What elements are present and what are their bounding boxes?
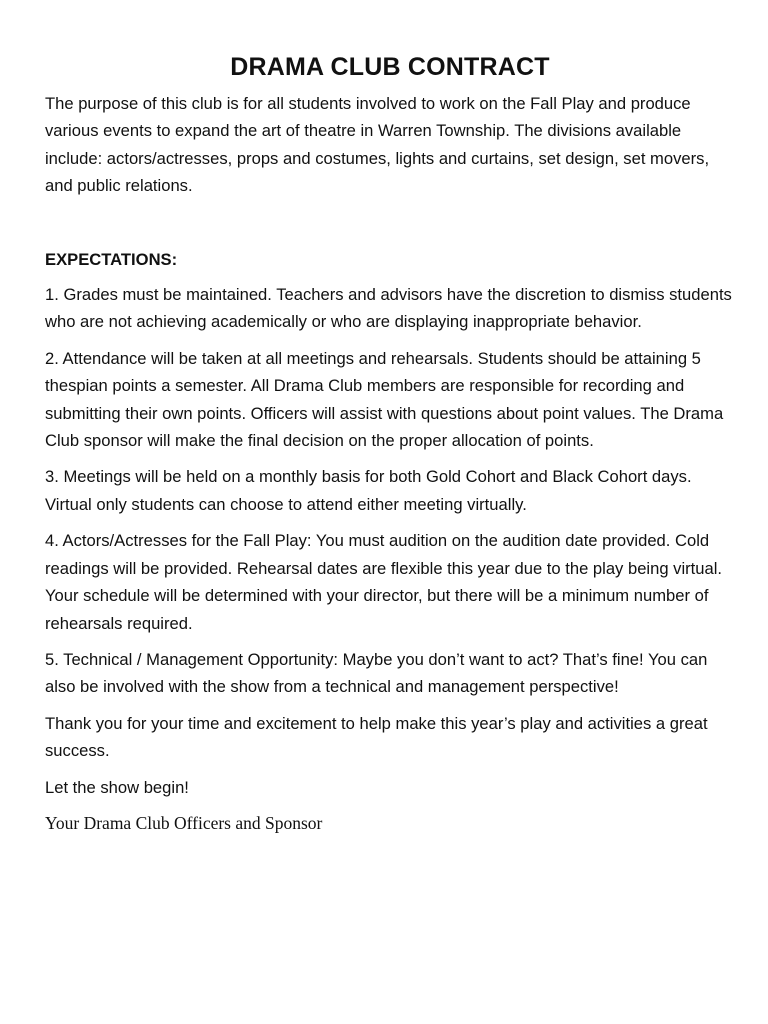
- expectation-item-grades: 1. Grades must be maintained. Teachers and advisors have the discretion to dismiss students who are not achieving academically or who are displaying inappropriate behavior.: [45, 285, 732, 332]
- closing-line: Let the show begin!: [45, 777, 189, 797]
- expectation-item-meetings: 3. Meetings will be held on a monthly basis for both Gold Cohort and Black Cohort days. Virtual only students can choose to attend either meeting virtually.: [45, 467, 692, 514]
- expectation-item-auditions: 4. Actors/Actresses for the Fall Play: You must audition on the audition date provided. Cold readings will be provided. Rehearsal dates are flexible this year due to the play being virtual. Your schedule will be determined with your director, but there will be a minimum number of rehearsals required.: [45, 531, 723, 633]
- intro-paragraph: The purpose of this club is for all students involved to work on the Fall Play and produce various events to expand the art of theatre in Warren Township. The divisions available include: actors/actresses, props and costumes, lights and curtains, set design, set movers, and public relations.: [45, 94, 710, 196]
- thank-you-paragraph: Thank you for your time and excitement to help make this year’s play and activities a great success.: [45, 713, 708, 761]
- expectations-heading: EXPECTATIONS:: [45, 249, 178, 269]
- expectation-item-technical: 5. Technical / Management Opportunity: Maybe you don’t want to act? That’s fine! You can also be involved with the show from a technical and management perspective!: [45, 649, 708, 697]
- expectation-item-attendance: 2. Attendance will be taken at all meetings and rehearsals. Students should be attaining 5 thespian points a semester. All Drama Club members are responsible for recording and submitting their own points. Officers will assist with questions about point values. The Drama Club sponsor will make the final decision on the proper allocation of points.: [45, 348, 724, 451]
- contract-document: [45, 50, 735, 836]
- signature-line: Your Drama Club Officers and Sponsor: [45, 812, 323, 833]
- document-title: DRAMA CLUB CONTRACT: [230, 53, 550, 81]
